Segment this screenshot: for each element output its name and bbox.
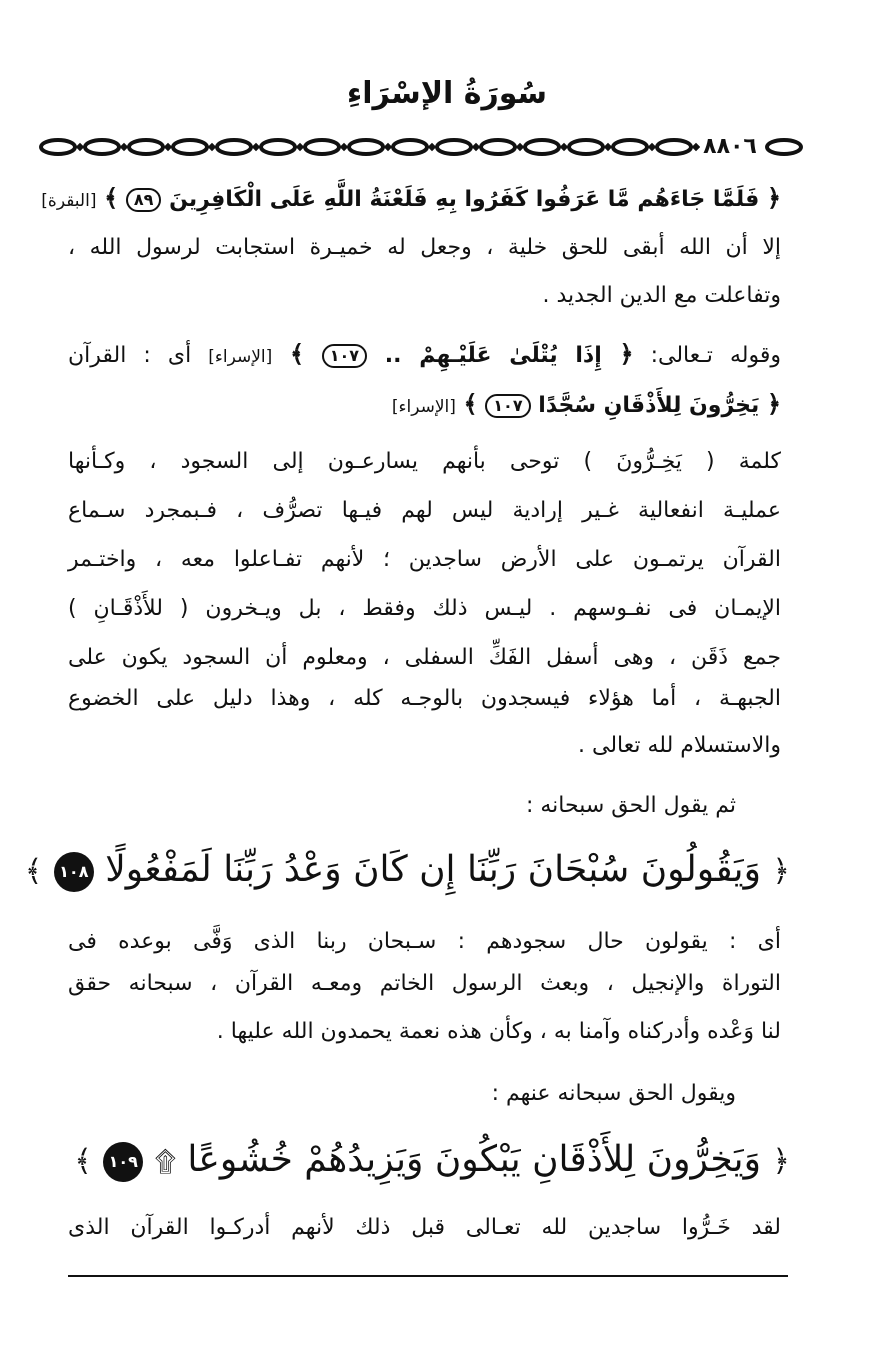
intro-line: ويقول الحق سبحانه عنهم : xyxy=(491,1081,736,1106)
paragraph-line: الجبهـة ، أما هؤلاء فيسجدون بالوجـه كله ، وهذا دليل على الخضوع xyxy=(68,686,781,711)
quran-quote-isra xyxy=(392,384,781,427)
chain-link xyxy=(85,140,119,154)
surah-reference: [الإسراء] xyxy=(208,347,273,367)
paragraph-line: والاستسلام لله تعالى . xyxy=(578,733,781,758)
paragraph-line: لقد خَـرُّوا ساجدين لله تعـالى قبل ذلك لأنهم أدركـوا القرآن الذى xyxy=(68,1215,781,1240)
surah-reference: [الإسراء] xyxy=(391,397,456,417)
quran-quote-isra xyxy=(68,334,781,377)
ornate-bracket-open: ﴿ xyxy=(766,184,781,212)
chain-link xyxy=(261,140,295,154)
surah-title: سُورَةُ الإسْرَاءِ xyxy=(346,76,548,111)
quran-quote-baqarah xyxy=(41,178,781,221)
ornate-bracket-close: ﴾ xyxy=(24,854,43,889)
chain-diamond xyxy=(692,143,700,151)
page-number: ٨٨٠٦ xyxy=(700,134,760,159)
chain-diamond xyxy=(560,143,568,151)
verse-number-badge: ١٠٧ xyxy=(485,394,530,418)
chain-link xyxy=(481,140,515,154)
ornate-bracket-open: ﴿ xyxy=(766,390,781,418)
verse-text: وَيَخِرُّونَ لِلأَذْقَانِ يَبْكُونَ وَيَزِيدُهُمْ خُشُوعًا xyxy=(187,1139,761,1180)
verse-number-medallion: ١٠٨ xyxy=(54,852,94,892)
verse-text: يَخِرُّونَ لِلأَذْقَانِ سُجَّدًا xyxy=(538,393,760,418)
ornate-bracket-open: ﴿ xyxy=(772,854,790,889)
decorative-chain-divider xyxy=(36,132,806,162)
paragraph-line: لنا وَعْده وأدركناه وآمنا به ، وكأن هذه نعمة يحمدون الله عليها . xyxy=(216,1019,781,1044)
chain-link xyxy=(217,140,251,154)
chain-diamond xyxy=(472,143,480,151)
chain-diamond xyxy=(428,143,436,151)
intro-line: ثم يقول الحق سبحانه : xyxy=(525,793,736,818)
verse-number-badge: ١٠٧ xyxy=(322,344,367,368)
footer-rule xyxy=(68,1275,788,1277)
paragraph-line: القرآن يرتمـون على الأرض ساجدين ؛ لأنهم تفـاعلوا معه ، واختـمر xyxy=(68,547,781,572)
chain-diamond xyxy=(296,143,304,151)
verse-text: وَيَقُولُونَ سُبْحَانَ رَبِّنَا إِن كَانَ وَعْدُ رَبِّنَا لَمَفْعُولًا xyxy=(105,849,761,890)
ornate-bracket-open: ﴿ xyxy=(619,340,634,368)
verse-number-badge: ٨٩ xyxy=(126,188,162,212)
verse-text: إِذَا يُتْلَىٰ عَلَيْـهِمْ .. xyxy=(384,343,602,368)
quote-lead: وقوله تـعالى: xyxy=(650,343,781,368)
ornate-bracket-close: ﴾ xyxy=(104,184,119,212)
paragraph-line: كلمة ( يَخِـرُّونَ ) توحى بأنهم يسارعـون إلى السجود ، وكـأنها xyxy=(68,449,781,474)
chain-link xyxy=(349,140,383,154)
verse-108-calligraphy xyxy=(24,840,790,902)
ornate-bracket-close: ﴾ xyxy=(463,390,478,418)
chain-link xyxy=(437,140,471,154)
chain-link xyxy=(613,140,647,154)
paragraph-line: جمع ذَقَن ، وهى أسفل الفَكِّ السفلى ، ومعلوم أن السجود يكون على xyxy=(68,645,781,670)
chain-diamond xyxy=(164,143,172,151)
chain-diamond xyxy=(384,143,392,151)
surah-reference: [البقرة] xyxy=(41,191,97,211)
paragraph-line: التوراة والإنجيل ، وبعث الرسول الخاتم ومعـه القرآن ، سبحانه حقق xyxy=(68,971,781,996)
text-line: إلا أن الله أبقى للحق خلية ، وجعل له خميـرة استجابت لرسول الله ، xyxy=(68,235,781,260)
chain-link xyxy=(129,140,163,154)
chain-link xyxy=(657,140,691,154)
verse-text: فَلَمَّا جَاءَهُم مَّا عَرَفُوا كَفَرُوا بِهِ فَلَعْنَةُ اللَّهِ عَلَى الْكَافِرِينَ xyxy=(169,187,760,212)
ornate-bracket-close: ﴾ xyxy=(289,340,305,368)
chain-link xyxy=(767,140,801,154)
paragraph-line: أى : يقولون حال سجودهم : سـبحان ربنا الذى وَفَّى بوعده فى xyxy=(68,929,781,954)
ornate-bracket-close: ﴾ xyxy=(74,1144,92,1179)
chain-diamond xyxy=(604,143,612,151)
verse-number-medallion: ١٠٩ xyxy=(103,1142,143,1182)
ornate-bracket-open: ﴿ xyxy=(772,1144,790,1179)
chain-diamond xyxy=(208,143,216,151)
chain-link xyxy=(569,140,603,154)
paragraph-line: عمليـة انفعالية غـير إرادية ليس لهم فيـها تصرُّف ، فـبمجرد سـماع xyxy=(68,498,781,523)
chain-link xyxy=(393,140,427,154)
verse-109-calligraphy xyxy=(74,1130,790,1192)
text-line: وتفاعلت مع الدين الجديد . xyxy=(542,283,781,308)
chain-link xyxy=(305,140,339,154)
chain-diamond xyxy=(648,143,656,151)
chain-diamond xyxy=(252,143,260,151)
sajda-mark-icon: ۩ xyxy=(154,1145,176,1178)
chain-link xyxy=(173,140,207,154)
chain-diamond xyxy=(516,143,524,151)
chain-link xyxy=(525,140,559,154)
chain-diamond xyxy=(340,143,348,151)
paragraph-line: الإيمـان فى نفـوسهم . ليـس ذلك وفقط ، بل ويـخرون ( للأَذْقَـانِ ) xyxy=(68,596,781,621)
chain-link xyxy=(41,140,75,154)
chain-diamond xyxy=(76,143,84,151)
chain-diamond xyxy=(120,143,128,151)
quote-tail: أى : القرآن xyxy=(68,343,192,368)
